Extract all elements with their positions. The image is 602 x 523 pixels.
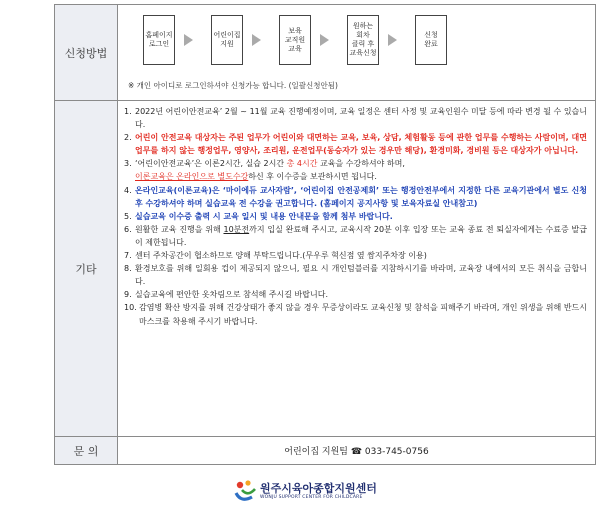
flow-step-2: [211, 15, 243, 65]
note-text-part: 어린이 안전교육 대상자는 주된 업무가 어린이와 대면하는 교육, 보육, 상담, 체험활동 등에 관한 업무를 수행하는 사람이며, 대면 업무를 하지 않는 행정업무, 영양사, 조리원, 운전업무(동승자가 있는 경우만 해당), 환경미화, 경비원 등은 대상자가 아닙니다.: [135, 133, 587, 156]
note-text: [135, 105, 587, 131]
note-text: [135, 262, 587, 288]
flow-arrow-icon: [320, 34, 329, 46]
note-text-part: 실습교육 이수증 출력 시 교육 일시 및 내용 안내문을 함께 첨부 바랍니다.: [135, 211, 393, 221]
note-item: [124, 131, 587, 157]
note-text-part: 까지 입실 완료해 주시고, 교육시작 20분 이후 입장 또는 교육 종료 전 퇴실자에게는 수료증 발급이 제한됩니다.: [135, 224, 587, 247]
center-logo: [232, 478, 392, 506]
application-note: ※ 개인 아이디로 로그인하셔야 신청가능 합니다. (일괄신청안됨): [128, 81, 338, 90]
note-number: 5.: [124, 211, 132, 221]
flow-step-label: 어린이집 지원: [213, 31, 241, 48]
note-item: [124, 170, 587, 183]
note-text-part: 하신 후 이수증을 보관하시면 됩니다.: [248, 172, 377, 182]
note-number: [124, 170, 135, 183]
note-text-part: ‘어린이안전교육’은 이론2시간, 실습 2시간: [135, 159, 287, 169]
application-flow: [118, 5, 595, 100]
flow-arrow-icon: [252, 34, 261, 46]
note-text-part: 온라인교육(이론교육)은 ‘마이에듀 교사자람’, ‘어린이집 안전공제회’ 또는 행정안전부에서 지정한 다른 교육기관에서 별도 신청 후 수강하셔야 하며 실습교육 전 수강을 권고합니다. (홈페이지 공지사항 및 보육자료실 안내참고): [135, 185, 587, 208]
note-text-part: 원활한 교육 진행을 위해: [135, 224, 224, 234]
etc-cell: [118, 101, 596, 437]
note-text: [135, 184, 587, 210]
note-item: [124, 105, 587, 131]
note-item: [124, 249, 587, 262]
note-text-part: 이론교육은 온라인으로 별도수강: [135, 172, 249, 182]
flow-step-3: [279, 15, 311, 65]
note-item: [124, 157, 587, 170]
note-number: 4.: [124, 185, 132, 195]
note-text-part: 교육을 수강하셔야 하며,: [317, 159, 405, 169]
note-text: [135, 170, 587, 183]
note-text: [135, 210, 587, 223]
application-label: 신청방법: [55, 5, 118, 101]
contact-label: 문 의: [55, 437, 118, 465]
note-text-part: 감염병 확산 방지를 위해 건강상태가 좋지 않을 경우 무증상이라도 교육신청 및 참석을 피해주기 바라며, 개인 위생을 위해 반드시 마스크를 착용해 주시기 바랍니다.: [139, 303, 587, 326]
note-number: 10.: [124, 303, 137, 313]
center-name-english: WONJU SUPPORT CENTER FOR CHILDCARE: [260, 495, 363, 500]
note-number: 6.: [124, 224, 132, 234]
logo-icon: [232, 479, 258, 505]
note-text-part: 2022년 어린이안전교육’ 2월 ~ 11월 교육 진행예정이며, 교육 일정은 센터 사정 및 교육인원수 미달 등에 따라 변경 될 수 있습니다.: [135, 107, 587, 130]
note-text: [135, 223, 587, 249]
note-number: 9.: [124, 290, 132, 300]
note-number: 8.: [124, 264, 132, 274]
flow-step-1: [143, 15, 175, 65]
note-number: 2.: [124, 133, 132, 143]
note-number: 1.: [124, 107, 132, 116]
note-item: [124, 184, 587, 210]
application-cell: [118, 5, 596, 101]
info-table: [54, 4, 596, 465]
flow-arrow-icon: [388, 34, 397, 46]
note-text-part: 환경보호를 위해 일회용 컵이 제공되지 않으니, 필요 시 개인텀블러를 지참하시기를 바라며, 교육장 내에서의 모든 취식을 금합니다.: [135, 264, 587, 287]
flow-step-5: [415, 15, 447, 65]
note-item: [124, 210, 587, 223]
note-text-part: 10분전: [223, 224, 250, 234]
flow-step-label: 원하는 회차 클릭 후 교육신청: [349, 22, 377, 57]
note-number: 3.: [124, 159, 132, 169]
note-text: [135, 249, 587, 262]
notes-list: [118, 101, 595, 328]
center-name: 원주시육아종합지원센터: [260, 482, 377, 495]
note-item: [124, 223, 587, 249]
note-text-part: 실습교육에 편안한 옷차림으로 참석해 주시길 바랍니다.: [135, 290, 328, 300]
flow-step-label: 신청 완료: [424, 31, 438, 48]
flow-step-label: 보육 교직원 교육: [284, 26, 306, 53]
etc-label: 기타: [55, 101, 118, 437]
note-text: [135, 131, 587, 157]
note-text-part: 센터 주차공간이 협소하므로 양해 부탁드립니다.(무우루 혁신점 옆 쌈지주차장 이용): [135, 251, 427, 261]
flow-step-label: 홈페이지 로그인: [145, 31, 173, 48]
note-item: [124, 301, 587, 327]
note-number: 7.: [124, 251, 132, 261]
flow-arrow-icon: [184, 34, 193, 46]
note-item: [124, 288, 587, 301]
flow-step-4: [347, 15, 379, 65]
note-text-part: 총 4시간: [286, 159, 318, 169]
note-text: [139, 301, 587, 327]
note-text: [135, 157, 587, 170]
contact-info: 어린이집 지원팀 ☎ 033-745-0756: [118, 437, 596, 465]
note-text: [135, 288, 587, 301]
note-item: [124, 262, 587, 288]
